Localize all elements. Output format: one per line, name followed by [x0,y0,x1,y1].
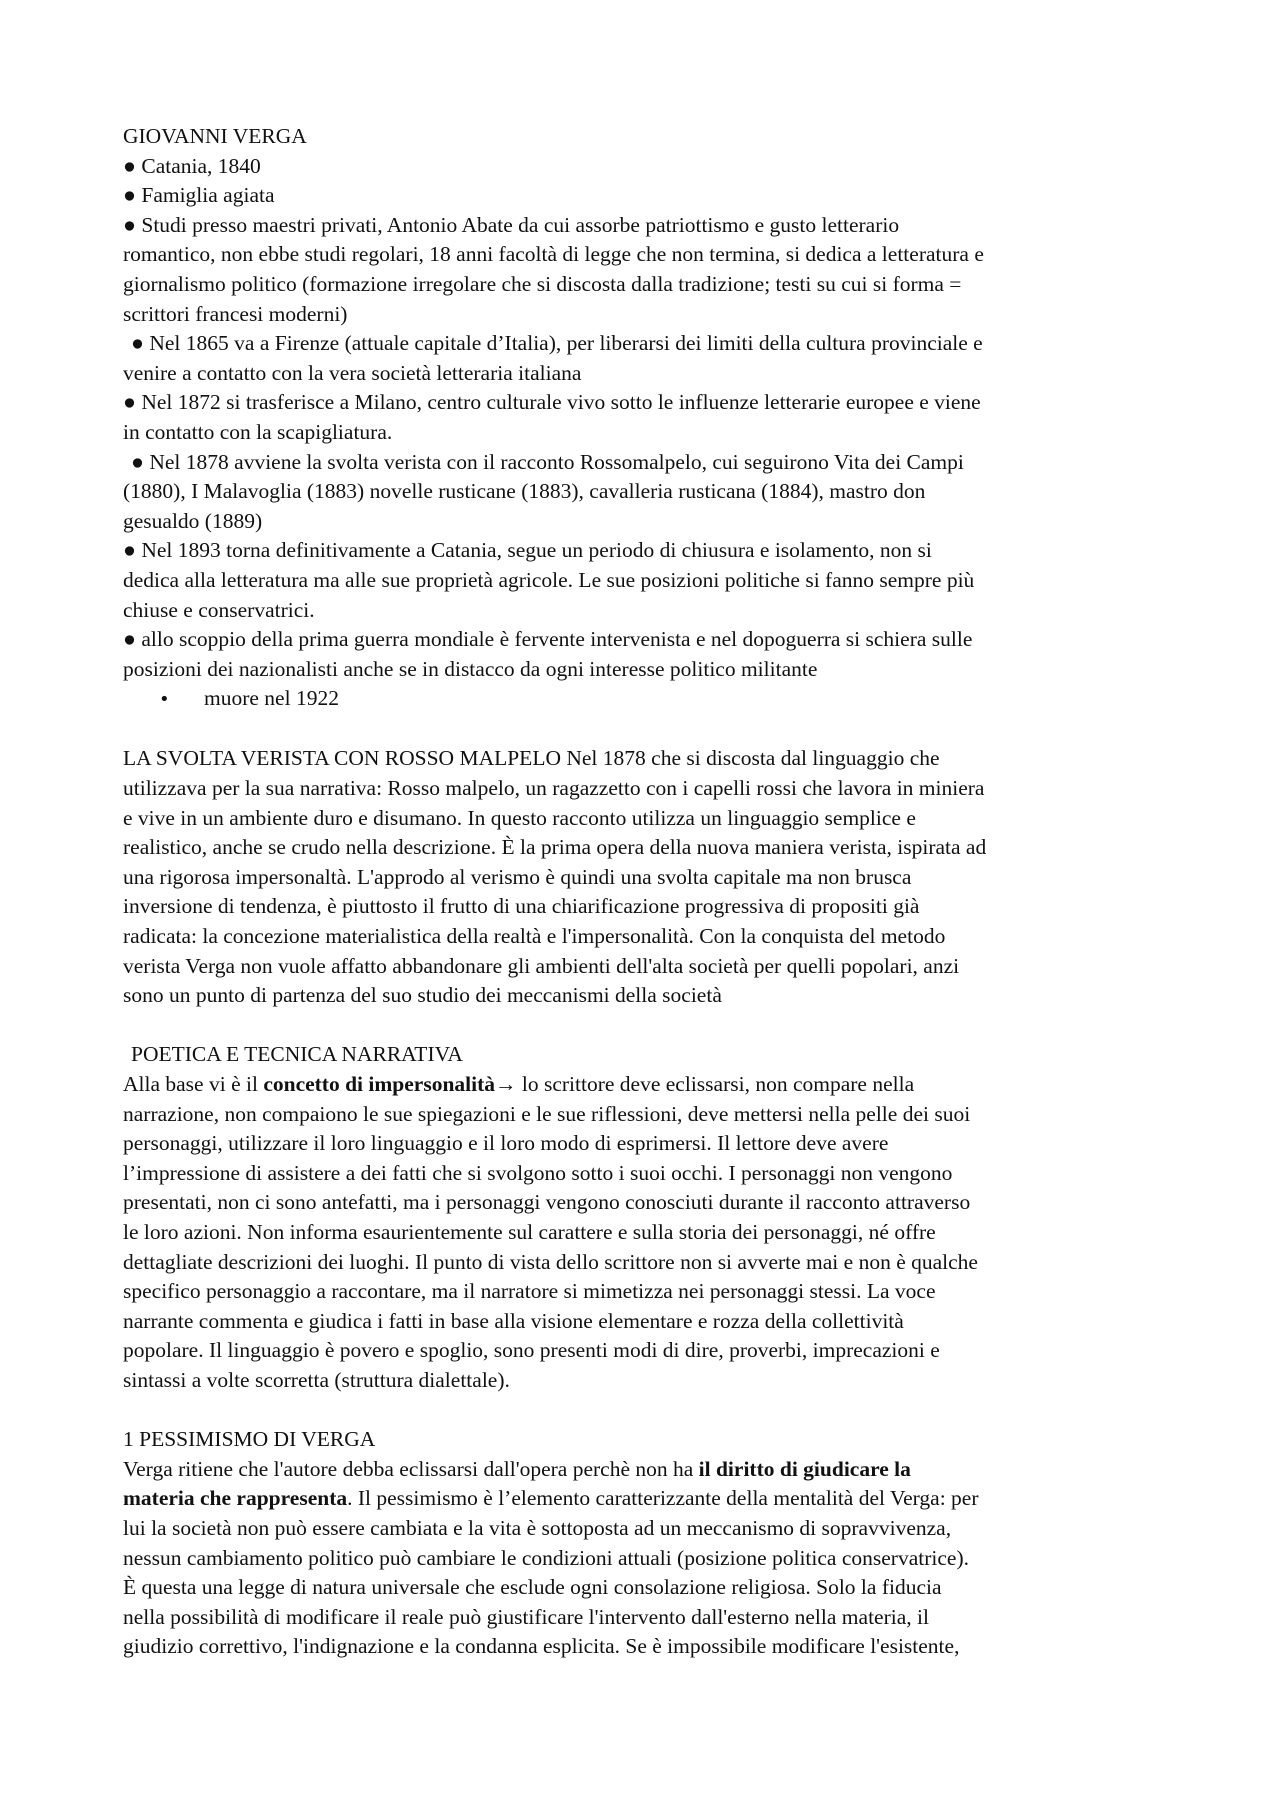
pessimismo-bold-phrase-continued: materia che rappresenta [123,1486,348,1511]
pessimismo-paragraph-line: lui la società non può essere cambiata e la vita è sottoposta ad un meccanismo di sopravvivenza, [123,1515,952,1540]
bio-bullet-studies-line: romantico, non ebbe studi regolari, 18 anni facoltà di legge che non termina, si dedica a letteratura e [123,242,984,267]
pessimismo-paragraph-line: nella possibilità di modificare il reale può giustificare l'intervento dall'esterno nella materia, il [123,1604,929,1629]
bio-bullet-guerra-line: ● allo scoppio della prima guerra mondiale è fervente intervenista e nel dopoguerra si schiera sulle [123,627,973,652]
pessimismo-heading: 1 PESSIMISMO DI VERGA [123,1427,376,1452]
poetica-paragraph-line: personaggi, utilizzare il loro linguaggio e il loro modo di esprimersi. Il lettore deve avere [123,1131,889,1156]
svolta-paragraph-line: realistico, anche se crudo nella descrizione. È la prima opera della nuova maniera verista, ispirata ad [123,835,987,860]
bio-bullet-guerra-line: posizioni dei nazionalisti anche se in distacco da ogni interesse politico militante [123,656,818,681]
pessimismo-bold-phrase: il diritto di giudicare la [698,1456,911,1481]
svolta-paragraph-line: radicata: la concezione materialistica della realtà e l'impersonalità. Con la conquista del metodo [123,924,946,949]
poetica-paragraph-line: sintassi a volte scorretta (struttura dialettale). [123,1367,510,1392]
poetica-paragraph-line: l’impressione di assistere a dei fatti che si svolgono sotto i suoi occhi. I personaggi non vengono [123,1160,953,1185]
svolta-paragraph-line: inversione di tendenza, è piuttosto il frutto di una chiarificazione progressiva di propositi già [123,894,920,919]
bio-bullet-family: ● Famiglia agiata [123,183,275,208]
bullet-icon: • [159,689,170,711]
svolta-paragraph-line: LA SVOLTA VERISTA CON ROSSO MALPELO Nel 1878 che si discosta dal linguaggio che [123,746,940,771]
bio-bullet-svolta-line: (1880), I Malavoglia (1883) novelle rusticane (1883), cavalleria rusticana (1884), mastro don [123,479,926,504]
bio-bullet-birth: ● Catania, 1840 [123,153,261,178]
poetica-heading: POETICA E TECNICA NARRATIVA [131,1042,463,1067]
svolta-paragraph-line: sono un punto di partenza del suo studio dei meccanismi della società [123,983,722,1008]
bio-bullet-studies-line: scrittori francesi moderni) [123,301,348,326]
pessimismo-line-continuation: . Il pessimismo è l’elemento caratterizzante della mentalità del Verga: per [347,1486,979,1511]
bio-bullet-studies-line: ● Studi presso maestri privati, Antonio Abate da cui assorbe patriottismo e gusto letterario [123,212,900,237]
bio-bullet-firenze-line: venire a contatto con la vera società letteraria italiana [123,360,582,385]
document-page [123,122,1173,1662]
pessimismo-paragraph-line [123,1455,1173,1485]
bio-bullet-death [123,684,1173,715]
bio-bullet-firenze-line: ● Nel 1865 va a Firenze (attuale capitale d’Italia), per liberarsi dei limiti della cultura provinciale e [131,331,983,356]
bio-bullet-catania-line: ● Nel 1893 torna definitivamente a Catania, segue un periodo di chiusura e isolamento, non si [123,538,932,563]
pessimismo-paragraph-line: giudizio correttivo, l'indignazione e la condanna esplicita. Se è impossibile modificare l'esistente, [123,1634,960,1659]
pessimismo-paragraph-line: nessun cambiamento politico può cambiare le condizioni attuali (posizione politica conservatrice). [123,1545,969,1570]
poetica-paragraph-line: popolare. Il linguaggio è povero e spoglio, sono presenti modi di dire, proverbi, imprecazioni e [123,1338,940,1363]
poetica-intro-text: Alla base vi è il [123,1072,264,1096]
svolta-paragraph-line: e vive in un ambiente duro e disumano. In questo racconto utilizza un linguaggio semplice e [123,805,916,830]
poetica-paragraph-line: specifico personaggio a raccontare, ma il narratore si mimetizza nei personaggi stessi. La voce [123,1279,936,1304]
bio-bullet-catania-line: dedica alla letteratura ma alle sue proprietà agricole. Le sue posizioni politiche si fanno sempre più [123,567,975,592]
svolta-paragraph-line: verista Verga non vuole affatto abbandonare gli ambienti dell'alta società per quelli popolari, anzi [123,953,960,978]
pessimismo-intro-text: Verga ritiene che l'autore debba eclissarsi dall'opera perchè non ha [123,1456,699,1481]
paragraph-spacer [123,1011,1173,1041]
poetica-paragraph-line: narrante commenta e giudica i fatti in base alla visione elementare e rozza della collettività [123,1308,904,1333]
bio-bullet-death-text: muore nel 1922 [204,686,339,711]
poetica-paragraph-line: le loro azioni. Non informa esaurientemente sul carattere e sulla storia dei personaggi, né offre [123,1219,936,1244]
bio-bullet-catania-line: chiuse e conservatrici. [123,597,315,622]
paragraph-spacer [123,715,1173,745]
pessimismo-paragraph-line: È questa una legge di natura universale che esclude ogni consolazione religiosa. Solo la fiducia [123,1575,942,1600]
svolta-paragraph-line: una rigorosa impersonaltà. L'approdo al verismo è quindi una svolta capitale ma non brusca [123,864,912,889]
svolta-paragraph-line: utilizzava per la sua narrativa: Rosso malpelo, un ragazzetto con i capelli rossi che lavora in miniera [123,776,985,801]
bio-bullet-studies-line: giornalismo politico (formazione irregolare che si discosta dalla tradizione; testi su cui si forma = [123,271,962,296]
poetica-paragraph-line [123,1070,1173,1100]
poetica-intro-continuation: → lo scrittore deve eclissarsi, non compare nella [495,1072,915,1096]
paragraph-spacer [123,1396,1173,1426]
bio-bullet-milano-line: in contatto con la scapigliatura. [123,419,393,444]
page-title: GIOVANNI VERGA [123,124,307,148]
bio-bullet-svolta-line: ● Nel 1878 avviene la svolta verista con il racconto Rossomalpelo, cui seguirono Vita dei Campi [131,449,964,474]
bio-bullet-svolta-line: gesualdo (1889) [123,508,263,533]
poetica-paragraph-line: dettagliate descrizioni dei luoghi. Il punto di vista dello scrittore non si avverte mai e non è qualche [123,1249,978,1274]
poetica-key-concept: concetto di impersonalità [263,1072,496,1096]
poetica-paragraph-line: narrazione, non compaiono le sue spiegazioni e le sue riflessioni, deve mettersi nella pelle dei suoi [123,1101,971,1126]
bio-bullet-milano-line: ● Nel 1872 si trasferisce a Milano, centro culturale vivo sotto le influenze letterarie europee e viene [123,390,981,415]
pessimismo-paragraph-line [123,1484,1173,1514]
poetica-paragraph-line: presentati, non ci sono antefatti, ma i personaggi vengono conosciuti durante il racconto attraverso [123,1190,971,1215]
